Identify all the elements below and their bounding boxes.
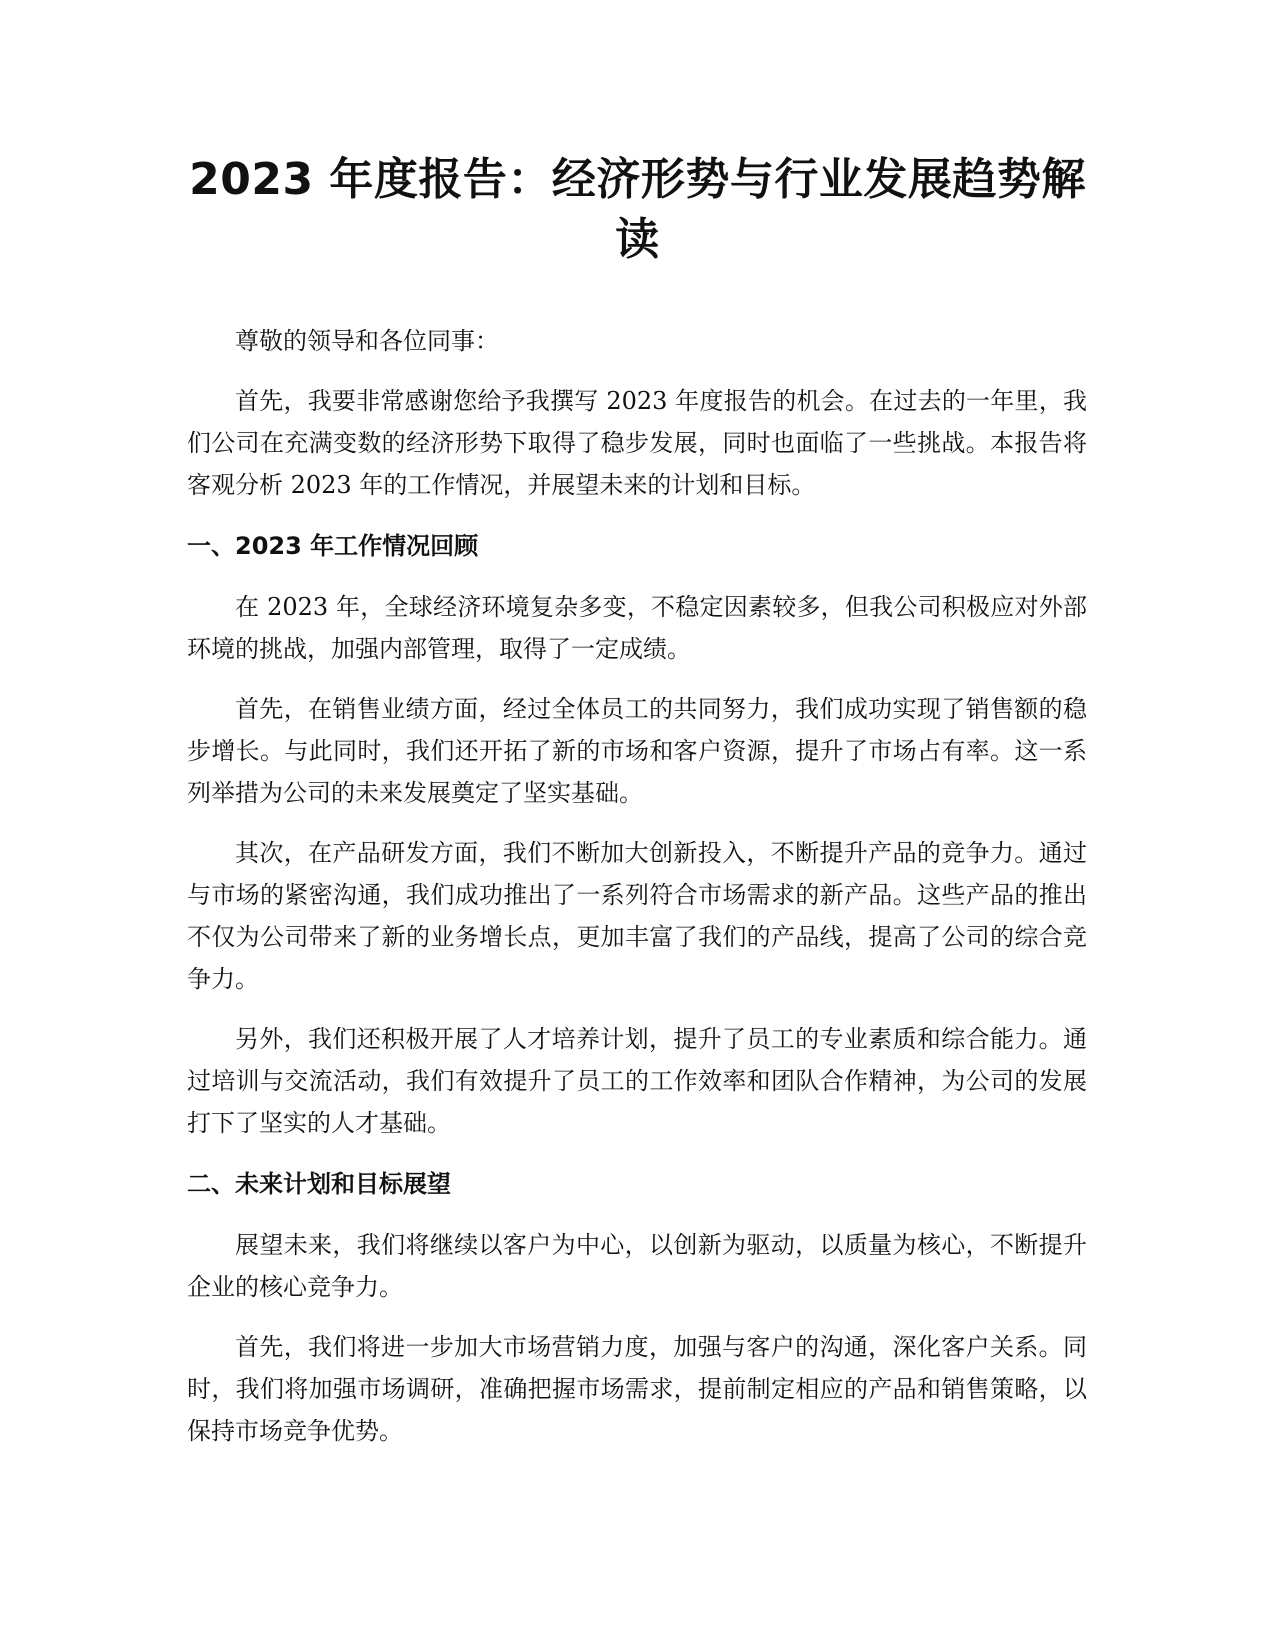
greeting: 尊敬的领导和各位同事： <box>235 327 499 355</box>
review-paragraph: 在 2023 年，全球经济环境复杂多变，不稳定因素较多，但我公司积极应对外部环境的挑战，加强内部管理，取得了一定成绩。 <box>187 593 1087 663</box>
review-paragraph: 首先，在销售业绩方面，经过全体员工的共同努力，我们成功实现了销售额的稳步增长。与此同时，我们还开拓了新的市场和客户资源，提升了市场占有率。这一系列举措为公司的未来发展奠定了坚实基础。 <box>187 695 1087 807</box>
review-paragraph: 另外，我们还积极开展了人才培养计划，提升了员工的专业素质和综合能力。通过培训与交流活动，我们有效提升了员工的工作效率和团队合作精神，为公司的发展打下了坚实的人才基础。 <box>187 1025 1087 1137</box>
section-heading-review: 一、2023 年工作情况回顾 <box>187 532 479 560</box>
document-body <box>187 320 1087 1470</box>
intro-paragraph: 首先，我要非常感谢您给予我撰写 2023 年度报告的机会。在过去的一年里，我们公司在充满变数的经济形势下取得了稳步发展，同时也面临了一些挑战。本报告将客观分析 2023 年的工作情况，并展望未来的计划和目标。 <box>187 387 1087 499</box>
section-heading-outlook: 二、未来计划和目标展望 <box>187 1170 451 1198</box>
outlook-paragraph: 首先，我们将进一步加大市场营销力度，加强与客户的沟通，深化客户关系。同时，我们将加强市场调研，准确把握市场需求，提前制定相应的产品和销售策略，以保持市场竞争优势。 <box>187 1333 1087 1445</box>
outlook-paragraph: 展望未来，我们将继续以客户为中心，以创新为驱动，以质量为核心，不断提升企业的核心竞争力。 <box>187 1231 1087 1301</box>
document-title: 2023 年度报告：经济形势与行业发展趋势解读 <box>189 154 1086 265</box>
review-paragraph: 其次，在产品研发方面，我们不断加大创新投入，不断提升产品的竞争力。通过与市场的紧密沟通，我们成功推出了一系列符合市场需求的新产品。这些产品的推出不仅为公司带来了新的业务增长点，更加丰富了我们的产品线，提高了公司的综合竞争力。 <box>187 839 1087 993</box>
